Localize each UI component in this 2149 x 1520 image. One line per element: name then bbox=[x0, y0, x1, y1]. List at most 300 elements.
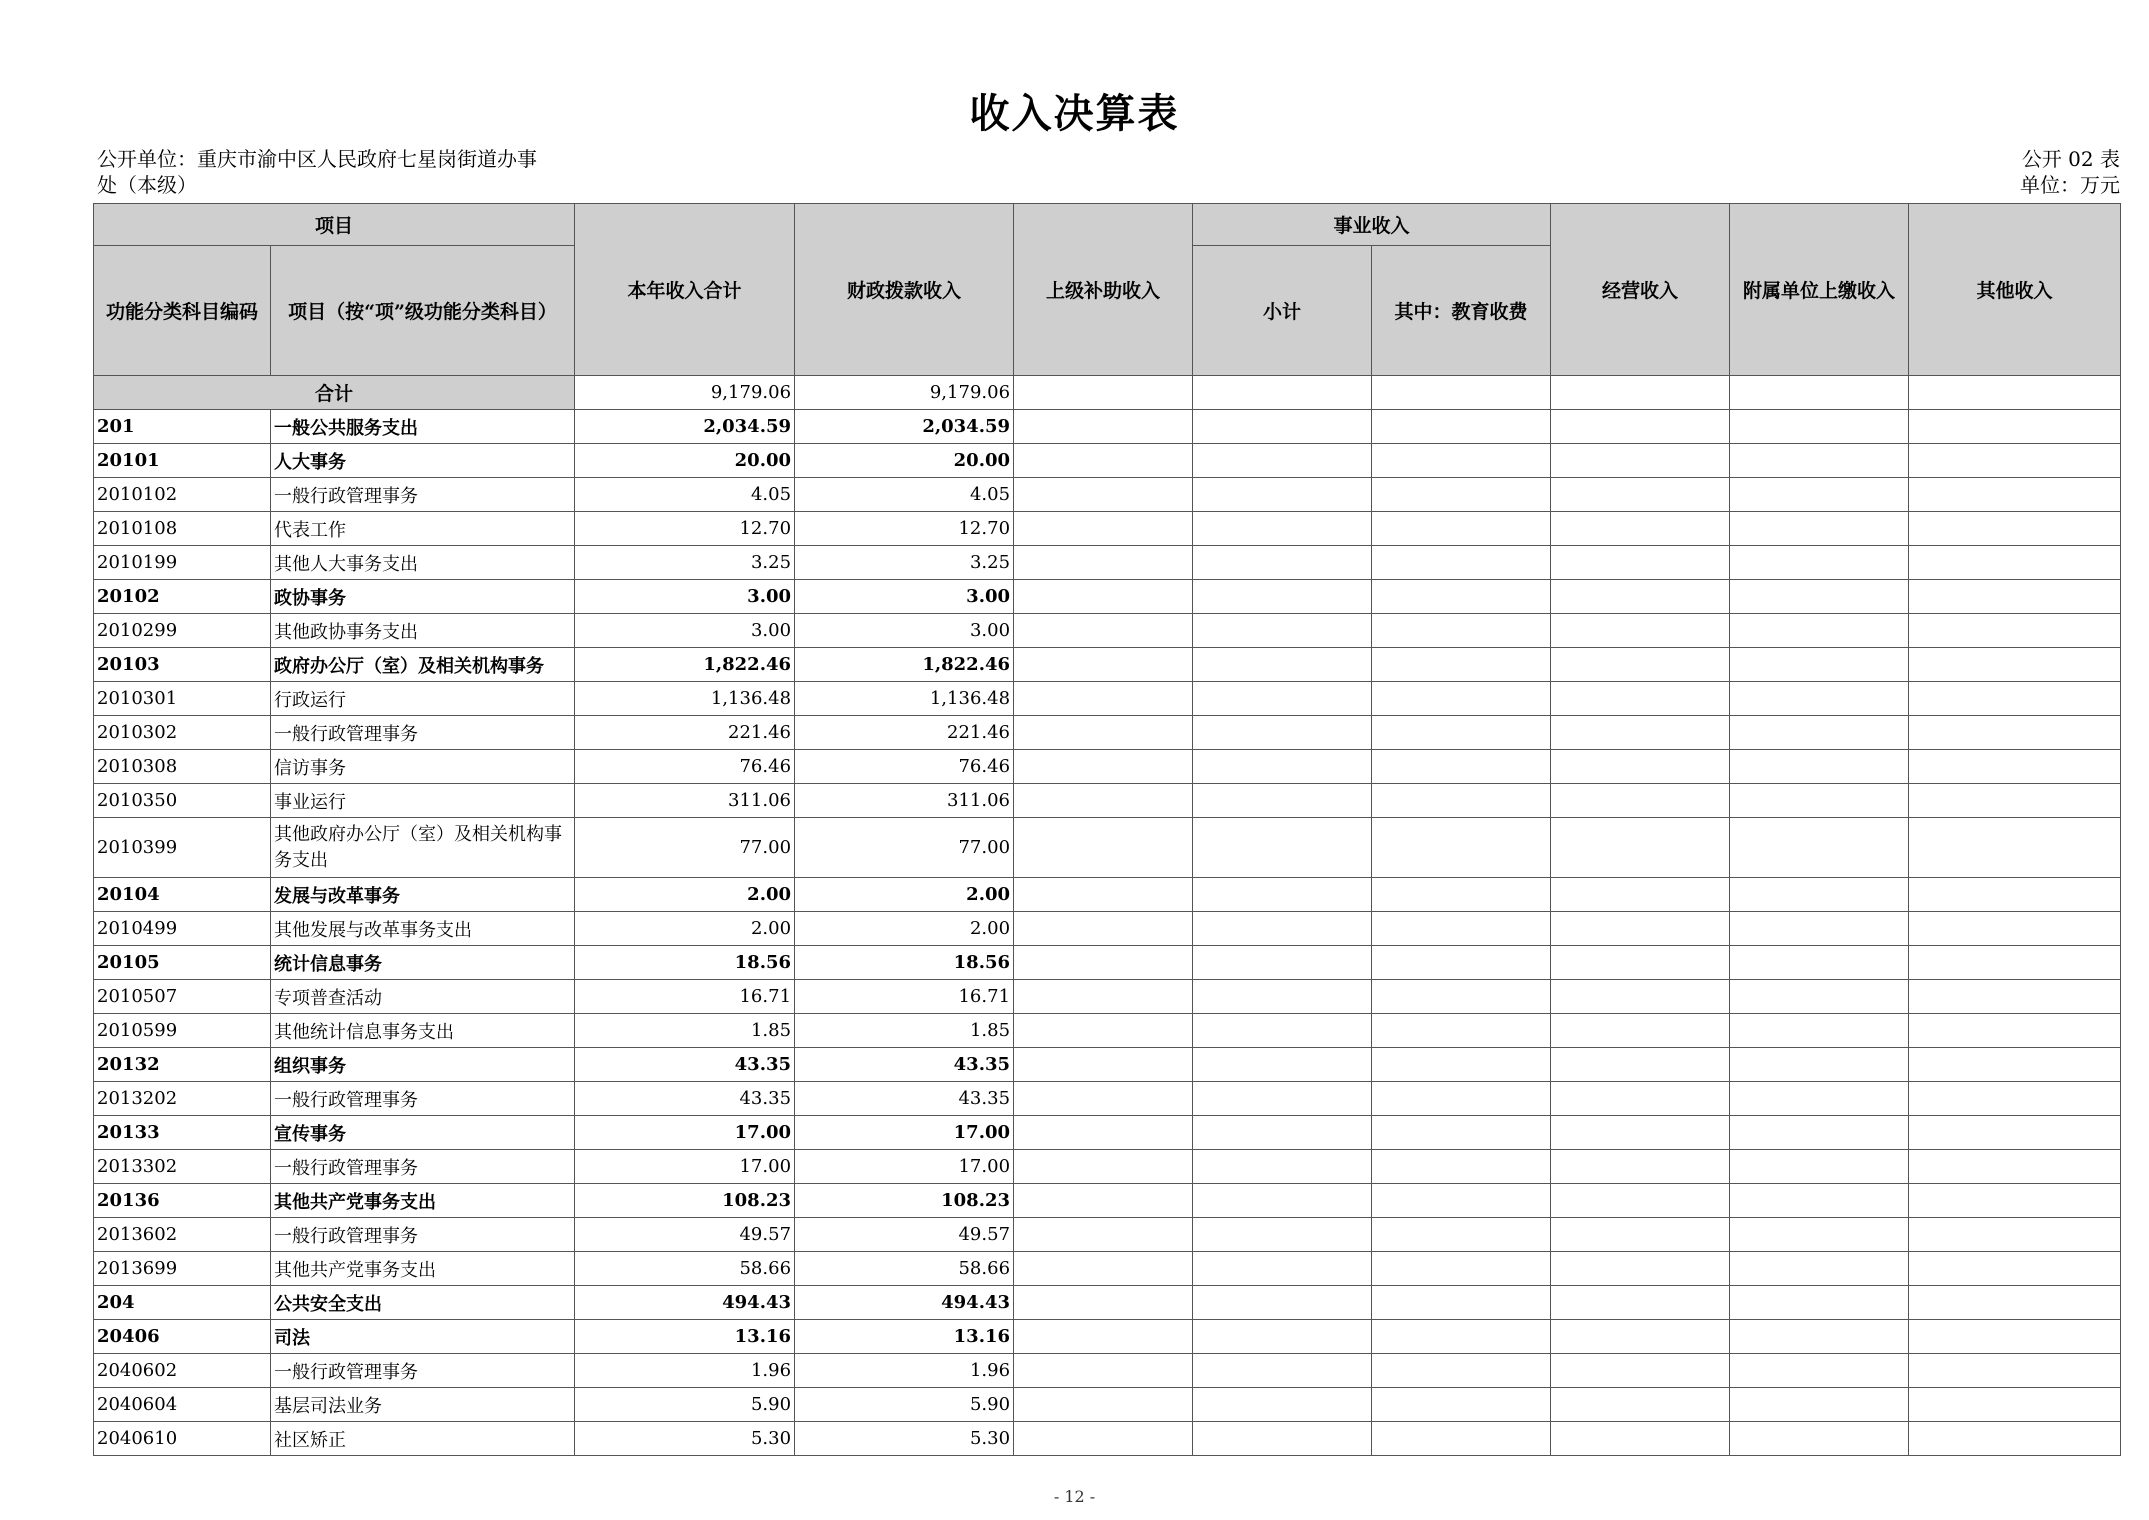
empty-cell bbox=[1730, 1320, 1909, 1354]
total-amount-cell: 13.16 bbox=[575, 1320, 795, 1354]
fiscal-amount-cell: 43.35 bbox=[795, 1048, 1014, 1082]
item-name-cell: 事业运行 bbox=[271, 784, 575, 818]
empty-cell bbox=[1909, 444, 2121, 478]
empty-cell bbox=[1909, 410, 2121, 444]
table-row bbox=[94, 1218, 2121, 1252]
fiscal-amount-cell: 221.46 bbox=[795, 716, 1014, 750]
total-amount-cell: 77.00 bbox=[575, 818, 795, 878]
empty-cell bbox=[1372, 478, 1551, 512]
table-row bbox=[94, 580, 2121, 614]
publishing-unit-line2: 处（本级） bbox=[97, 173, 197, 197]
empty-cell bbox=[1372, 546, 1551, 580]
header-affiliated: 附属单位上缴收入 bbox=[1730, 204, 1909, 376]
fiscal-amount-cell: 43.35 bbox=[795, 1082, 1014, 1116]
empty-cell bbox=[1372, 1082, 1551, 1116]
empty-cell bbox=[1372, 444, 1551, 478]
empty-cell bbox=[1014, 376, 1193, 410]
empty-cell bbox=[1372, 1388, 1551, 1422]
empty-cell bbox=[1372, 614, 1551, 648]
fiscal-amount-cell: 108.23 bbox=[795, 1184, 1014, 1218]
empty-cell bbox=[1551, 1150, 1730, 1184]
fiscal-amount-cell: 4.05 bbox=[795, 478, 1014, 512]
header-education: 其中：教育收费 bbox=[1372, 246, 1551, 376]
empty-cell bbox=[1193, 946, 1372, 980]
func-code-cell: 2010299 bbox=[94, 614, 271, 648]
item-name-cell: 其他人大事务支出 bbox=[271, 546, 575, 580]
header-superior: 上级补助收入 bbox=[1014, 204, 1193, 376]
table-row bbox=[94, 1320, 2121, 1354]
total-amount-cell: 5.90 bbox=[575, 1388, 795, 1422]
empty-cell bbox=[1193, 1150, 1372, 1184]
table-row bbox=[94, 1422, 2121, 1456]
empty-cell bbox=[1193, 1388, 1372, 1422]
empty-cell bbox=[1730, 750, 1909, 784]
form-meta bbox=[2020, 146, 2120, 198]
total-amount-cell: 43.35 bbox=[575, 1082, 795, 1116]
empty-cell bbox=[1193, 1252, 1372, 1286]
item-name-cell: 代表工作 bbox=[271, 512, 575, 546]
empty-cell bbox=[1193, 648, 1372, 682]
table-row bbox=[94, 546, 2121, 580]
fiscal-amount-cell: 17.00 bbox=[795, 1150, 1014, 1184]
func-code-cell: 20105 bbox=[94, 946, 271, 980]
table-row bbox=[94, 912, 2121, 946]
empty-cell bbox=[1909, 1116, 2121, 1150]
func-code-cell: 2013699 bbox=[94, 1252, 271, 1286]
empty-cell bbox=[1372, 1184, 1551, 1218]
empty-cell bbox=[1730, 1422, 1909, 1456]
empty-cell bbox=[1014, 444, 1193, 478]
item-name-cell: 公共安全支出 bbox=[271, 1286, 575, 1320]
empty-cell bbox=[1909, 1388, 2121, 1422]
item-name-cell: 宣传事务 bbox=[271, 1116, 575, 1150]
empty-cell bbox=[1909, 878, 2121, 912]
empty-cell bbox=[1193, 1014, 1372, 1048]
fiscal-amount-cell: 1,136.48 bbox=[795, 682, 1014, 716]
total-amount-cell: 17.00 bbox=[575, 1116, 795, 1150]
empty-cell bbox=[1730, 716, 1909, 750]
empty-cell bbox=[1193, 1422, 1372, 1456]
func-code-cell: 2013302 bbox=[94, 1150, 271, 1184]
empty-cell bbox=[1730, 478, 1909, 512]
table-row bbox=[94, 444, 2121, 478]
total-amount-cell: 3.25 bbox=[575, 546, 795, 580]
empty-cell bbox=[1014, 648, 1193, 682]
fiscal-amount-cell: 13.16 bbox=[795, 1320, 1014, 1354]
total-amount-cell: 311.06 bbox=[575, 784, 795, 818]
fiscal-amount-cell: 18.56 bbox=[795, 946, 1014, 980]
func-code-cell: 2010399 bbox=[94, 818, 271, 878]
empty-cell bbox=[1193, 1320, 1372, 1354]
empty-cell bbox=[1372, 512, 1551, 546]
total-amount-cell: 76.46 bbox=[575, 750, 795, 784]
header-other: 其他收入 bbox=[1909, 204, 2121, 376]
func-code-cell: 2010499 bbox=[94, 912, 271, 946]
header-fiscal: 财政拨款收入 bbox=[795, 204, 1014, 376]
empty-cell bbox=[1014, 980, 1193, 1014]
table-row bbox=[94, 1252, 2121, 1286]
empty-cell bbox=[1730, 648, 1909, 682]
func-code-cell: 2010350 bbox=[94, 784, 271, 818]
empty-cell bbox=[1014, 410, 1193, 444]
table-row bbox=[94, 1150, 2121, 1184]
empty-cell bbox=[1014, 1048, 1193, 1082]
item-name-cell: 司法 bbox=[271, 1320, 575, 1354]
total-amount-cell: 1,822.46 bbox=[575, 648, 795, 682]
empty-cell bbox=[1909, 1014, 2121, 1048]
empty-cell bbox=[1372, 878, 1551, 912]
empty-cell bbox=[1014, 546, 1193, 580]
item-name-cell: 人大事务 bbox=[271, 444, 575, 478]
empty-cell bbox=[1909, 1252, 2121, 1286]
empty-cell bbox=[1909, 912, 2121, 946]
empty-cell bbox=[1551, 750, 1730, 784]
item-name-cell: 一般行政管理事务 bbox=[271, 1082, 575, 1116]
fiscal-amount-cell: 58.66 bbox=[795, 1252, 1014, 1286]
total-amount-cell: 18.56 bbox=[575, 946, 795, 980]
empty-cell bbox=[1551, 784, 1730, 818]
fiscal-amount-cell: 1.96 bbox=[795, 1354, 1014, 1388]
empty-cell bbox=[1730, 1286, 1909, 1320]
empty-cell bbox=[1193, 546, 1372, 580]
empty-cell bbox=[1193, 1286, 1372, 1320]
item-name-cell: 其他共产党事务支出 bbox=[271, 1252, 575, 1286]
empty-cell bbox=[1372, 1252, 1551, 1286]
empty-cell bbox=[1193, 750, 1372, 784]
empty-cell bbox=[1909, 784, 2121, 818]
empty-cell bbox=[1193, 784, 1372, 818]
func-code-cell: 20132 bbox=[94, 1048, 271, 1082]
empty-cell bbox=[1551, 1354, 1730, 1388]
page-number: - 12 - bbox=[1053, 1487, 1096, 1506]
item-name-cell: 统计信息事务 bbox=[271, 946, 575, 980]
fiscal-amount-cell: 2.00 bbox=[795, 912, 1014, 946]
item-name-cell: 行政运行 bbox=[271, 682, 575, 716]
fiscal-amount-cell: 3.00 bbox=[795, 614, 1014, 648]
empty-cell bbox=[1551, 1048, 1730, 1082]
empty-cell bbox=[1551, 580, 1730, 614]
table-row bbox=[94, 946, 2121, 980]
func-code-cell: 2013202 bbox=[94, 1082, 271, 1116]
empty-cell bbox=[1551, 512, 1730, 546]
empty-cell bbox=[1909, 478, 2121, 512]
total-amount-cell: 3.00 bbox=[575, 614, 795, 648]
empty-cell bbox=[1730, 410, 1909, 444]
empty-cell bbox=[1014, 946, 1193, 980]
fiscal-amount-cell: 20.00 bbox=[795, 444, 1014, 478]
empty-cell bbox=[1551, 980, 1730, 1014]
empty-cell bbox=[1730, 818, 1909, 878]
fiscal-amount-cell: 1,822.46 bbox=[795, 648, 1014, 682]
item-name-cell: 政府办公厅（室）及相关机构事务 bbox=[271, 648, 575, 682]
empty-cell bbox=[1193, 1116, 1372, 1150]
item-name-cell: 社区矫正 bbox=[271, 1422, 575, 1456]
table-row bbox=[94, 512, 2121, 546]
empty-cell bbox=[1193, 1048, 1372, 1082]
empty-cell bbox=[1909, 546, 2121, 580]
empty-cell bbox=[1014, 878, 1193, 912]
empty-cell bbox=[1014, 1150, 1193, 1184]
empty-cell bbox=[1730, 376, 1909, 410]
fiscal-amount-cell: 49.57 bbox=[795, 1218, 1014, 1252]
empty-cell bbox=[1193, 1184, 1372, 1218]
fiscal-amount-cell: 2.00 bbox=[795, 878, 1014, 912]
table-row bbox=[94, 1048, 2121, 1082]
empty-cell bbox=[1551, 444, 1730, 478]
item-name-cell: 政协事务 bbox=[271, 580, 575, 614]
table-row bbox=[94, 1014, 2121, 1048]
func-code-cell: 201 bbox=[94, 410, 271, 444]
func-code-cell: 20104 bbox=[94, 878, 271, 912]
table-row bbox=[94, 818, 2121, 878]
page-title: 收入决算表 bbox=[969, 90, 1180, 137]
empty-cell bbox=[1551, 1184, 1730, 1218]
total-amount-cell: 4.05 bbox=[575, 478, 795, 512]
total-amount-cell: 3.00 bbox=[575, 580, 795, 614]
income-table bbox=[93, 203, 2121, 1456]
item-name-cell: 其他政府办公厅（室）及相关机构事务支出 bbox=[271, 818, 575, 878]
empty-cell bbox=[1551, 648, 1730, 682]
fiscal-amount-cell: 5.30 bbox=[795, 1422, 1014, 1456]
table-row bbox=[94, 878, 2121, 912]
empty-cell bbox=[1551, 614, 1730, 648]
empty-cell bbox=[1551, 1116, 1730, 1150]
empty-cell bbox=[1551, 1286, 1730, 1320]
table-row bbox=[94, 1184, 2121, 1218]
empty-cell bbox=[1372, 682, 1551, 716]
empty-cell bbox=[1372, 750, 1551, 784]
empty-cell bbox=[1372, 1218, 1551, 1252]
func-code-cell: 2040604 bbox=[94, 1388, 271, 1422]
empty-cell bbox=[1551, 1082, 1730, 1116]
empty-cell bbox=[1730, 444, 1909, 478]
header-total: 本年收入合计 bbox=[575, 204, 795, 376]
empty-cell bbox=[1014, 1286, 1193, 1320]
empty-cell bbox=[1909, 1422, 2121, 1456]
item-name-cell: 其他发展与改革事务支出 bbox=[271, 912, 575, 946]
total-amount-cell: 16.71 bbox=[575, 980, 795, 1014]
empty-cell bbox=[1014, 1014, 1193, 1048]
table-row bbox=[94, 478, 2121, 512]
empty-cell bbox=[1014, 1116, 1193, 1150]
total-amount-cell: 58.66 bbox=[575, 1252, 795, 1286]
empty-cell bbox=[1551, 478, 1730, 512]
empty-cell bbox=[1193, 512, 1372, 546]
empty-cell bbox=[1909, 1320, 2121, 1354]
total-amount-cell: 20.00 bbox=[575, 444, 795, 478]
empty-cell bbox=[1014, 1252, 1193, 1286]
form-number: 公开 02 表 bbox=[2021, 147, 2120, 171]
item-name-cell: 专项普查活动 bbox=[271, 980, 575, 1014]
empty-cell bbox=[1014, 716, 1193, 750]
empty-cell bbox=[1909, 512, 2121, 546]
empty-cell bbox=[1193, 1082, 1372, 1116]
empty-cell bbox=[1730, 912, 1909, 946]
item-name-cell: 其他共产党事务支出 bbox=[271, 1184, 575, 1218]
total-amount-cell: 17.00 bbox=[575, 1150, 795, 1184]
total-row bbox=[94, 376, 2121, 410]
empty-cell bbox=[1909, 1150, 2121, 1184]
empty-cell bbox=[1014, 614, 1193, 648]
table-row bbox=[94, 1082, 2121, 1116]
empty-cell bbox=[1909, 614, 2121, 648]
empty-cell bbox=[1730, 878, 1909, 912]
table-row bbox=[94, 682, 2121, 716]
func-code-cell: 2010507 bbox=[94, 980, 271, 1014]
empty-cell bbox=[1193, 1354, 1372, 1388]
func-code-cell: 2010199 bbox=[94, 546, 271, 580]
empty-cell bbox=[1909, 1354, 2121, 1388]
empty-cell bbox=[1014, 818, 1193, 878]
empty-cell bbox=[1014, 682, 1193, 716]
empty-cell bbox=[1014, 1422, 1193, 1456]
table-row bbox=[94, 784, 2121, 818]
empty-cell bbox=[1372, 980, 1551, 1014]
empty-cell bbox=[1551, 878, 1730, 912]
func-code-cell: 2040602 bbox=[94, 1354, 271, 1388]
empty-cell bbox=[1014, 478, 1193, 512]
empty-cell bbox=[1372, 1320, 1551, 1354]
empty-cell bbox=[1193, 980, 1372, 1014]
empty-cell bbox=[1909, 716, 2121, 750]
empty-cell bbox=[1730, 946, 1909, 980]
empty-cell bbox=[1551, 682, 1730, 716]
fiscal-amount-cell: 12.70 bbox=[795, 512, 1014, 546]
item-name-cell: 其他统计信息事务支出 bbox=[271, 1014, 575, 1048]
fiscal-amount-cell: 76.46 bbox=[795, 750, 1014, 784]
empty-cell bbox=[1551, 1422, 1730, 1456]
empty-cell bbox=[1730, 1388, 1909, 1422]
empty-cell bbox=[1193, 1218, 1372, 1252]
empty-cell bbox=[1193, 580, 1372, 614]
empty-cell bbox=[1014, 912, 1193, 946]
table-row bbox=[94, 1354, 2121, 1388]
empty-cell bbox=[1372, 716, 1551, 750]
empty-cell bbox=[1730, 614, 1909, 648]
empty-cell bbox=[1014, 1218, 1193, 1252]
item-name-cell: 其他政协事务支出 bbox=[271, 614, 575, 648]
empty-cell bbox=[1372, 376, 1551, 410]
fiscal-amount-cell: 16.71 bbox=[795, 980, 1014, 1014]
item-name-cell: 一般公共服务支出 bbox=[271, 410, 575, 444]
empty-cell bbox=[1193, 376, 1372, 410]
func-code-cell: 2040610 bbox=[94, 1422, 271, 1456]
item-name-cell: 基层司法业务 bbox=[271, 1388, 575, 1422]
empty-cell bbox=[1551, 1320, 1730, 1354]
empty-cell bbox=[1909, 376, 2121, 410]
empty-cell bbox=[1372, 410, 1551, 444]
publishing-unit-line1: 公开单位：重庆市渝中区人民政府七星岗街道办事 bbox=[97, 147, 537, 171]
empty-cell bbox=[1909, 818, 2121, 878]
empty-cell bbox=[1372, 1354, 1551, 1388]
table-row bbox=[94, 1116, 2121, 1150]
func-code-cell: 2010308 bbox=[94, 750, 271, 784]
empty-cell bbox=[1551, 818, 1730, 878]
fiscal-amount-cell: 1.85 bbox=[795, 1014, 1014, 1048]
empty-cell bbox=[1909, 1286, 2121, 1320]
total-amount-cell: 12.70 bbox=[575, 512, 795, 546]
empty-cell bbox=[1193, 912, 1372, 946]
total-amount-cell: 1.96 bbox=[575, 1354, 795, 1388]
empty-cell bbox=[1730, 1252, 1909, 1286]
func-code-cell: 204 bbox=[94, 1286, 271, 1320]
empty-cell bbox=[1014, 512, 1193, 546]
empty-cell bbox=[1551, 946, 1730, 980]
total-amount-cell: 2,034.59 bbox=[575, 410, 795, 444]
empty-cell bbox=[1014, 1354, 1193, 1388]
empty-cell bbox=[1014, 750, 1193, 784]
empty-cell bbox=[1551, 376, 1730, 410]
empty-cell bbox=[1014, 1082, 1193, 1116]
fiscal-amount-cell: 3.25 bbox=[795, 546, 1014, 580]
total-amount-cell: 1.85 bbox=[575, 1014, 795, 1048]
empty-cell bbox=[1372, 818, 1551, 878]
empty-cell bbox=[1730, 784, 1909, 818]
empty-cell bbox=[1193, 444, 1372, 478]
empty-cell bbox=[1014, 1320, 1193, 1354]
item-name-cell: 发展与改革事务 bbox=[271, 878, 575, 912]
func-code-cell: 20101 bbox=[94, 444, 271, 478]
empty-cell bbox=[1730, 512, 1909, 546]
empty-cell bbox=[1193, 478, 1372, 512]
empty-cell bbox=[1730, 1014, 1909, 1048]
empty-cell bbox=[1909, 1048, 2121, 1082]
table-row bbox=[94, 614, 2121, 648]
publishing-unit bbox=[97, 146, 537, 198]
empty-cell bbox=[1730, 1116, 1909, 1150]
table-row bbox=[94, 716, 2121, 750]
header-operating: 经营收入 bbox=[1551, 204, 1730, 376]
func-code-cell: 20102 bbox=[94, 580, 271, 614]
empty-cell bbox=[1193, 878, 1372, 912]
empty-cell bbox=[1551, 1388, 1730, 1422]
empty-cell bbox=[1909, 980, 2121, 1014]
func-code-cell: 2010102 bbox=[94, 478, 271, 512]
func-code-cell: 2010108 bbox=[94, 512, 271, 546]
header-career: 事业收入 bbox=[1193, 204, 1551, 246]
total-amount-cell: 221.46 bbox=[575, 716, 795, 750]
table-row bbox=[94, 980, 2121, 1014]
total-amount-cell: 2.00 bbox=[575, 912, 795, 946]
empty-cell bbox=[1014, 1388, 1193, 1422]
empty-cell bbox=[1193, 682, 1372, 716]
item-name-cell: 信访事务 bbox=[271, 750, 575, 784]
func-code-cell: 20103 bbox=[94, 648, 271, 682]
func-code-cell: 2010599 bbox=[94, 1014, 271, 1048]
header-item-name: 项目（按“项”级功能分类科目） bbox=[271, 246, 575, 376]
fiscal-amount-cell: 77.00 bbox=[795, 818, 1014, 878]
item-name-cell: 一般行政管理事务 bbox=[271, 716, 575, 750]
total-amount-cell: 1,136.48 bbox=[575, 682, 795, 716]
total-fiscal: 9,179.06 bbox=[795, 376, 1014, 410]
func-code-cell: 20136 bbox=[94, 1184, 271, 1218]
total-amount-cell: 5.30 bbox=[575, 1422, 795, 1456]
empty-cell bbox=[1909, 682, 2121, 716]
func-code-cell: 20133 bbox=[94, 1116, 271, 1150]
total-amount: 9,179.06 bbox=[575, 376, 795, 410]
total-amount-cell: 43.35 bbox=[575, 1048, 795, 1082]
empty-cell bbox=[1372, 912, 1551, 946]
empty-cell bbox=[1730, 1354, 1909, 1388]
empty-cell bbox=[1372, 946, 1551, 980]
table-row bbox=[94, 1286, 2121, 1320]
item-name-cell: 一般行政管理事务 bbox=[271, 1150, 575, 1184]
empty-cell bbox=[1372, 1048, 1551, 1082]
fiscal-amount-cell: 311.06 bbox=[795, 784, 1014, 818]
empty-cell bbox=[1909, 1218, 2121, 1252]
total-amount-cell: 2.00 bbox=[575, 878, 795, 912]
empty-cell bbox=[1551, 410, 1730, 444]
